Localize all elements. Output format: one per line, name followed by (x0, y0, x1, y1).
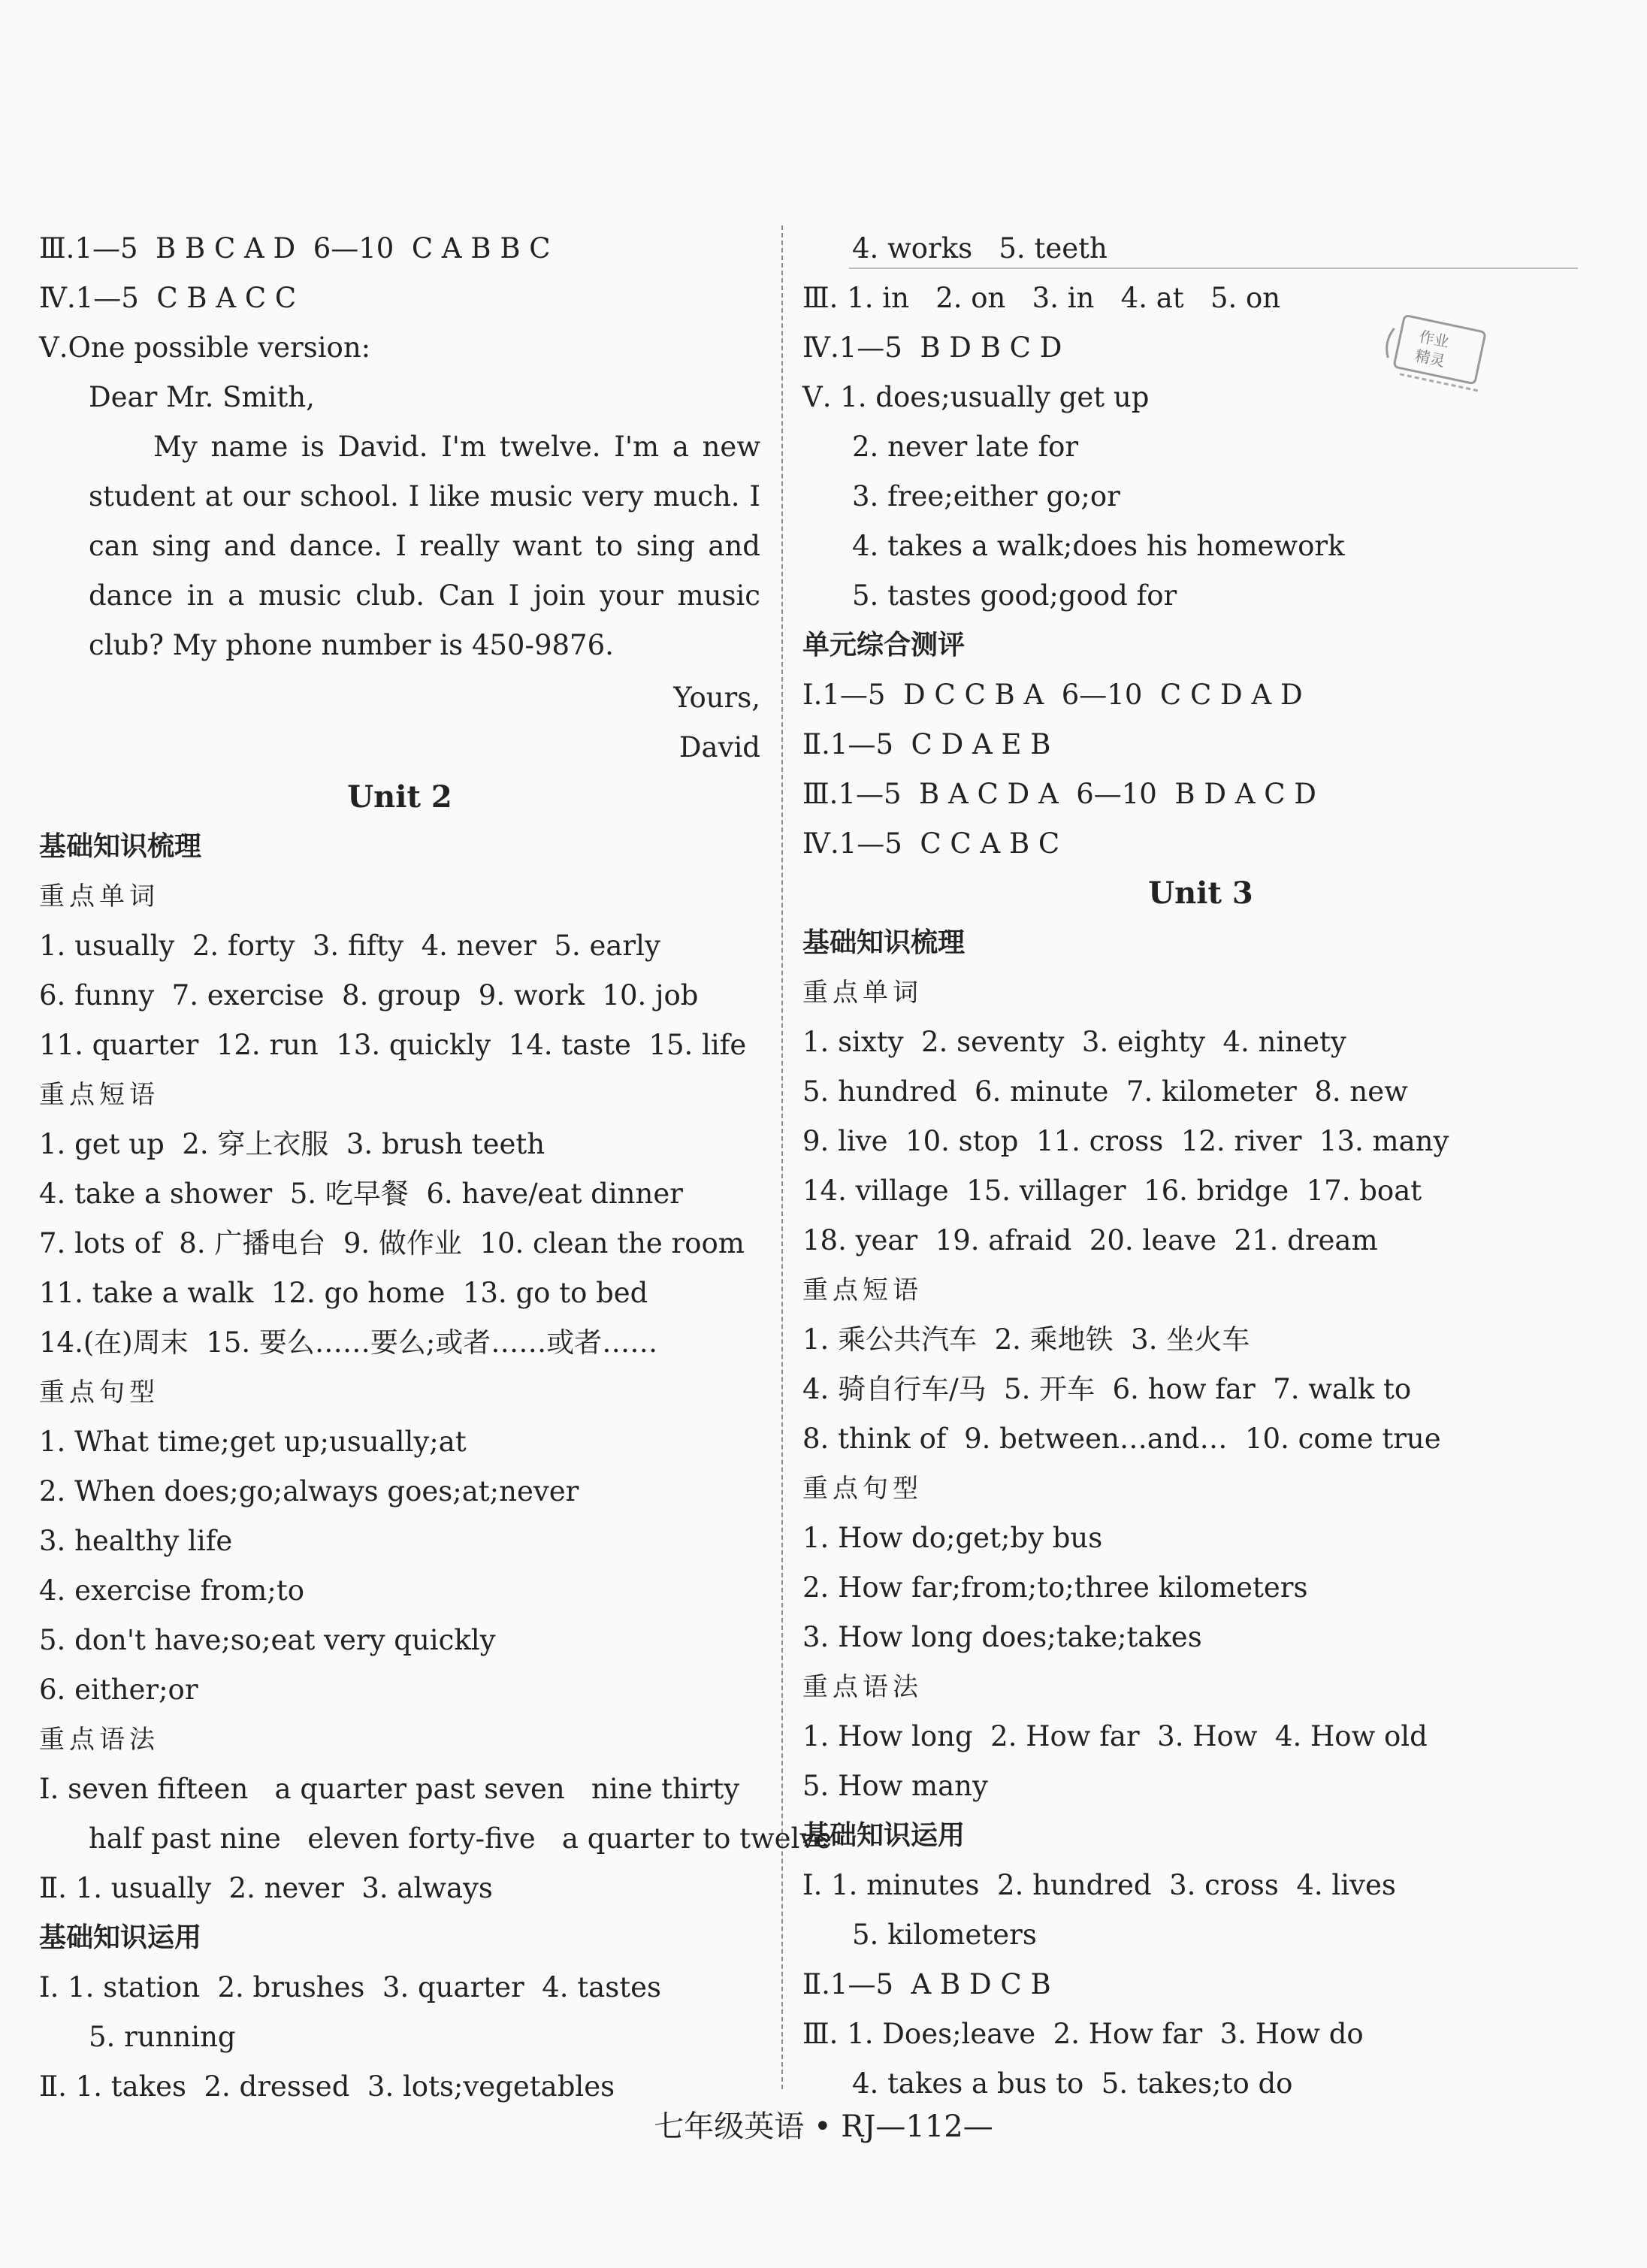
subsection-heading: 重点语法 (802, 1672, 923, 1702)
section-heading: 基础知识梳理 (39, 831, 202, 862)
answer-line-indented: 4. takes a walk;does his homework (852, 530, 1345, 562)
subsection-heading: 重点语法 (39, 1725, 159, 1755)
answer-line-indented: 5. tastes good;good for (852, 579, 1177, 612)
subsection-heading: 重点短语 (39, 1080, 159, 1110)
answer-line: 14. village 15. villager 16. bridge 17. boat (802, 1175, 1422, 1207)
answer-line-indented: 5. kilometers (852, 1919, 1037, 1951)
subsection-heading: 重点单词 (802, 978, 923, 1008)
section-heading: 基础知识运用 (802, 1820, 966, 1851)
section-heading: 单元综合测评 (802, 630, 966, 661)
subsection-heading: 重点单词 (39, 881, 159, 912)
answer-line: Ⅲ.1—5 B B C A D 6—10 C A B B C (39, 232, 551, 265)
answer-line: 3. healthy life (39, 1525, 233, 1557)
answer-line: 11. take a walk 12. go home 13. go to bed (39, 1277, 648, 1309)
answer-line: 5. hundred 6. minute 7. kilometer 8. new (802, 1075, 1408, 1108)
answer-line: Ⅱ. 1. usually 2. never 3. always (39, 1872, 493, 1904)
answer-line: 4. exercise from;to (39, 1574, 304, 1607)
answer-line: 2. When does;go;always goes;at;never (39, 1475, 579, 1507)
answer-line: 8. think of 9. between…and… 10. come true (802, 1423, 1441, 1455)
svg-text:作业: 作业 (1417, 327, 1451, 352)
answer-line-indented: 4. takes a bus to 5. takes;to do (852, 2067, 1293, 2100)
answer-line: 11. quarter 12. run 13. quickly 14. taste 15. life (39, 1029, 747, 1061)
subsection-heading: 重点句型 (39, 1377, 159, 1408)
answer-line: 5. don't have;so;eat very quickly (39, 1624, 496, 1656)
answer-line-indented: 3. free;either go;or (852, 480, 1120, 513)
answer-line: Ⅱ. 1. takes 2. dressed 3. lots;vegetables (39, 2070, 615, 2103)
answer-line: 6. either;or (39, 1674, 198, 1706)
answer-line-indented: 5. running (89, 2021, 236, 2053)
answer-line: Ⅰ. 1. minutes 2. hundred 3. cross 4. lives (802, 1869, 1396, 1901)
answer-line: 9. live 10. stop 11. cross 12. river 13. many (802, 1125, 1449, 1157)
answer-line: 5. How many (802, 1770, 988, 1802)
answer-line: 1. get up 2. 穿上衣服 3. brush teeth (39, 1128, 545, 1160)
answer-line: 1. 乘公共汽车 2. 乘地铁 3. 坐火车 (802, 1323, 1250, 1356)
answer-line: 1. How do;get;by bus (802, 1522, 1103, 1554)
unit-heading: Unit 3 (1148, 875, 1253, 911)
answer-line: 18. year 19. afraid 20. leave 21. dream (802, 1224, 1378, 1256)
answer-line: Ⅳ.1—5 B D B C D (802, 331, 1062, 364)
answer-line: 1. What time;get up;usually;at (39, 1426, 467, 1458)
answer-line: 2. How far;from;to;three kilometers (802, 1571, 1308, 1604)
answer-line-indented: half past nine eleven forty-five a quarter to twelve (89, 1822, 833, 1855)
section-heading: 基础知识梳理 (802, 927, 966, 958)
answer-line: 7. lots of 8. 广播电台 9. 做作业 10. clean the room (39, 1227, 745, 1259)
answer-line: Ⅳ.1—5 C C A B C (802, 827, 1060, 860)
answer-line: 6. funny 7. exercise 8. group 9. work 10. job (39, 979, 699, 1012)
unit-heading: Unit 2 (347, 779, 452, 815)
answer-line: Ⅰ. seven fifteen a quarter past seven nine thirty (39, 1773, 740, 1805)
answer-line: Ⅲ.1—5 B A C D A 6—10 B D A C D (802, 778, 1316, 810)
letter-body: My name is David. I'm twelve. I'm a new student at our school. I like music very much. I can sing and dance. I really want to sing and dance in a music club. Can I join your music club? My phone number is 450-9876. (89, 431, 760, 661)
answer-line-indented: 2. never late for (852, 431, 1079, 463)
answer-line-indented: 4. works 5. teeth (852, 232, 1108, 265)
answer-line: Ⅴ.One possible version: (39, 331, 371, 364)
section-heading: 基础知识运用 (39, 1922, 202, 1953)
answer-line: 4. take a shower 5. 吃早餐 6. have/eat dinner (39, 1178, 683, 1210)
answer-line: Ⅲ. 1. Does;leave 2. How far 3. How do (802, 2018, 1364, 2050)
left-column (39, 224, 833, 2112)
answer-line: 14.(在)周末 15. 要么……要么;或者……或者…… (39, 1326, 658, 1359)
answer-line: Ⅰ.1—5 D C C B A 6—10 C C D A D (802, 679, 1303, 711)
answer-line: Ⅱ.1—5 C D A E B (802, 728, 1051, 761)
letter-signoff: Yours, (673, 682, 760, 714)
page-footer: 七年级英语 • RJ—112— (654, 2109, 993, 2144)
answer-line: Ⅲ. 1. in 2. on 3. in 4. at 5. on (802, 282, 1281, 314)
answer-line: 4. 骑自行车/马 5. 开车 6. how far 7. walk to (802, 1373, 1412, 1405)
answer-line: 1. sixty 2. seventy 3. eighty 4. ninety (802, 1026, 1346, 1058)
answer-line: Ⅴ. 1. does;usually get up (802, 381, 1150, 413)
answer-line: 1. usually 2. forty 3. fifty 4. never 5. early (39, 930, 660, 962)
subsection-heading: 重点短语 (802, 1275, 923, 1305)
answer-line: 1. How long 2. How far 3. How 4. How old (802, 1720, 1428, 1752)
right-column (802, 224, 1599, 2109)
column-divider (781, 225, 783, 2089)
answer-line: Ⅰ. 1. station 2. brushes 3. quarter 4. tastes (39, 1971, 661, 2003)
svg-text:精灵: 精灵 (1413, 346, 1447, 370)
answer-line-indented: Dear Mr. Smith, (89, 381, 315, 413)
answer-line: Ⅳ.1—5 C B A C C (39, 282, 297, 314)
answer-line: 3. How long does;take;takes (802, 1621, 1202, 1653)
answer-line: Ⅱ.1—5 A B D C B (802, 1968, 1051, 2000)
letter-signoff: David (678, 731, 760, 764)
subsection-heading: 重点句型 (802, 1474, 923, 1504)
